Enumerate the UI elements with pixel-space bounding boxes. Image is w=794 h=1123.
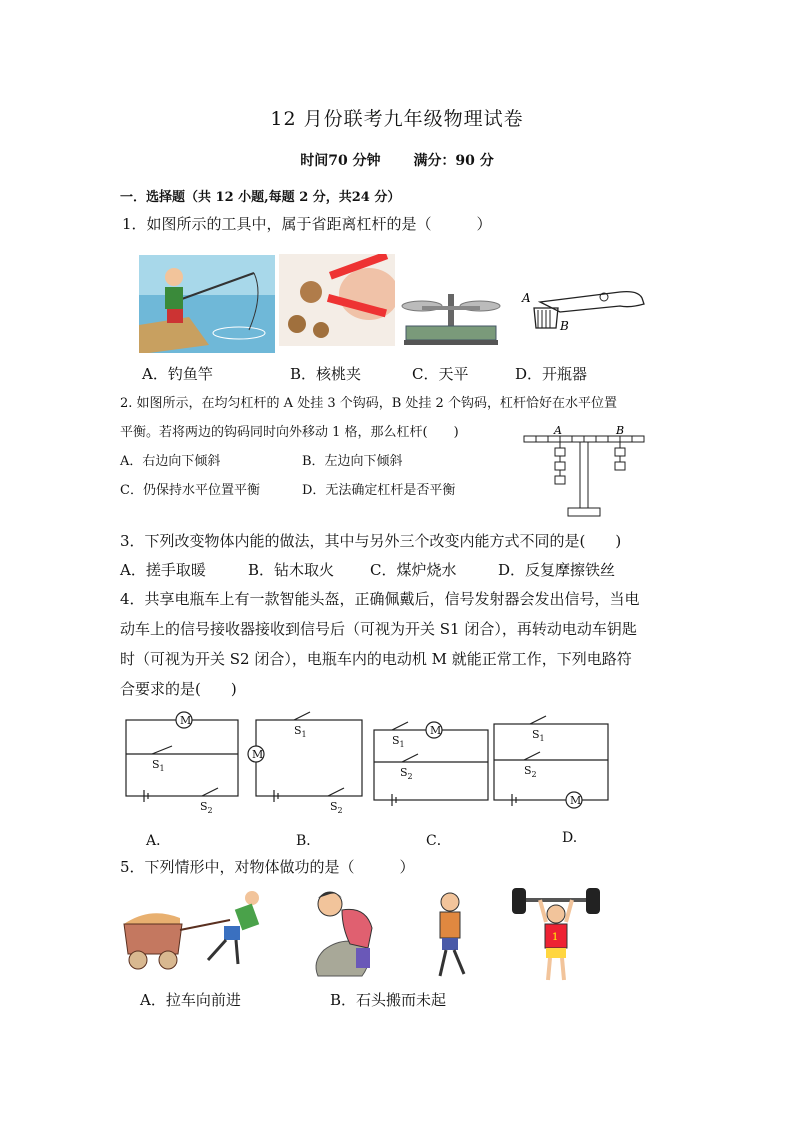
q2-option-d: D．无法确定杠杆是否平衡 <box>302 483 456 498</box>
motor-label-c: M <box>430 724 442 737</box>
q3-option-a: A．搓手取暖 <box>120 561 206 579</box>
q5-option-a: A．拉车向前进 <box>140 991 241 1009</box>
q2-line2: 平衡。若将两边的钩码同时向外移动 1 格，那么杠杆( ) <box>120 425 459 440</box>
q3-stem: 3．下列改变物体内能的做法，其中与另外三个改变内能方式不同的是( ) <box>120 532 622 550</box>
nutcracker-image <box>279 254 395 346</box>
circuit-diagrams <box>118 706 618 818</box>
q3-option-c: C．煤炉烧水 <box>370 561 457 579</box>
s1-label-d: $S_1$ <box>532 728 545 743</box>
q4-option-b: B． <box>296 833 321 849</box>
q4-option-a: A． <box>146 833 171 849</box>
s2-label-d: $S_2$ <box>524 764 537 779</box>
q5-stem: 5．下列情形中，对物体做功的是（ ） <box>120 858 415 876</box>
lever-label-a: A <box>554 424 562 437</box>
shirt-number: 1 <box>552 932 559 943</box>
exam-time: 时间70 分钟 <box>300 153 381 169</box>
q1-stem: 1．如图所示的工具中，属于省距离杠杆的是（ ） <box>122 215 492 233</box>
balance-scale-image <box>400 286 502 348</box>
lever-figure <box>522 424 646 520</box>
motor-label-d: M <box>570 794 582 807</box>
q1-option-b: B．核桃夹 <box>290 365 362 383</box>
label-a: A <box>522 291 531 305</box>
weightlifter-image <box>510 882 602 984</box>
s1-label-b: $S_1$ <box>294 724 307 739</box>
label-b: B <box>560 319 569 333</box>
lever-label-b: B <box>616 424 625 437</box>
q4-option-d: D. <box>562 830 578 846</box>
q3-option-b: B．钻木取火 <box>248 561 335 579</box>
exam-title: 12 月份联考九年级物理试卷 <box>270 108 524 130</box>
s2-label-a: $S_2$ <box>200 800 213 815</box>
q4-line1: 4．共享电瓶车上有一款智能头盔，正确佩戴后，信号发射器会发出信号，当电 <box>120 590 640 608</box>
motor-label-b: M <box>252 748 264 761</box>
q1-option-c: C．天平 <box>412 365 469 383</box>
q4-line2: 动车上的信号接收器接收到信号后（可视为开关 S1 闭合），再转动电动车钥匙 <box>120 620 637 638</box>
lifting-rock-image <box>302 888 480 980</box>
q1-option-a: A．钓鱼竿 <box>142 365 213 383</box>
q4-option-c: C． <box>426 833 451 849</box>
s2-label-b: $S_2$ <box>330 800 343 815</box>
q2-option-c: C．仍保持水平位置平衡 <box>120 483 260 498</box>
fishing-rod-image <box>139 255 275 353</box>
q4-line4: 合要求的是( ) <box>120 680 237 698</box>
q2-option-a: A．右边向下倾斜 <box>120 454 221 469</box>
s2-label-c: $S_2$ <box>400 766 413 781</box>
q5-option-b: B．石头搬而未起 <box>330 991 447 1009</box>
section-heading: 一．选择题（共 12 小题,每题 2 分，共24 分） <box>120 190 401 205</box>
exam-subtitle <box>0 150 794 170</box>
q4-line3: 时（可视为开关 S2 闭合），电瓶车内的电动机 M 就能正常工作，下列电路符 <box>120 650 632 668</box>
q1-option-d: D．开瓶器 <box>515 365 588 383</box>
bottle-opener-image <box>520 284 646 338</box>
q3-option-d: D．反复摩擦铁丝 <box>498 561 616 579</box>
pulling-cart-image <box>120 888 276 972</box>
q2-line1: 2. 如图所示，在均匀杠杆的 A 处挂 3 个钩码，B 处挂 2 个钩码，杠杆恰好在水平位置 <box>120 396 617 411</box>
s1-label-c: $S_1$ <box>392 734 405 749</box>
q2-option-b: B．左边向下倾斜 <box>302 454 403 469</box>
exam-score: 满分：90 分 <box>413 153 494 169</box>
s1-label-a: $S_1$ <box>152 758 165 773</box>
motor-label-a: M <box>180 714 192 727</box>
